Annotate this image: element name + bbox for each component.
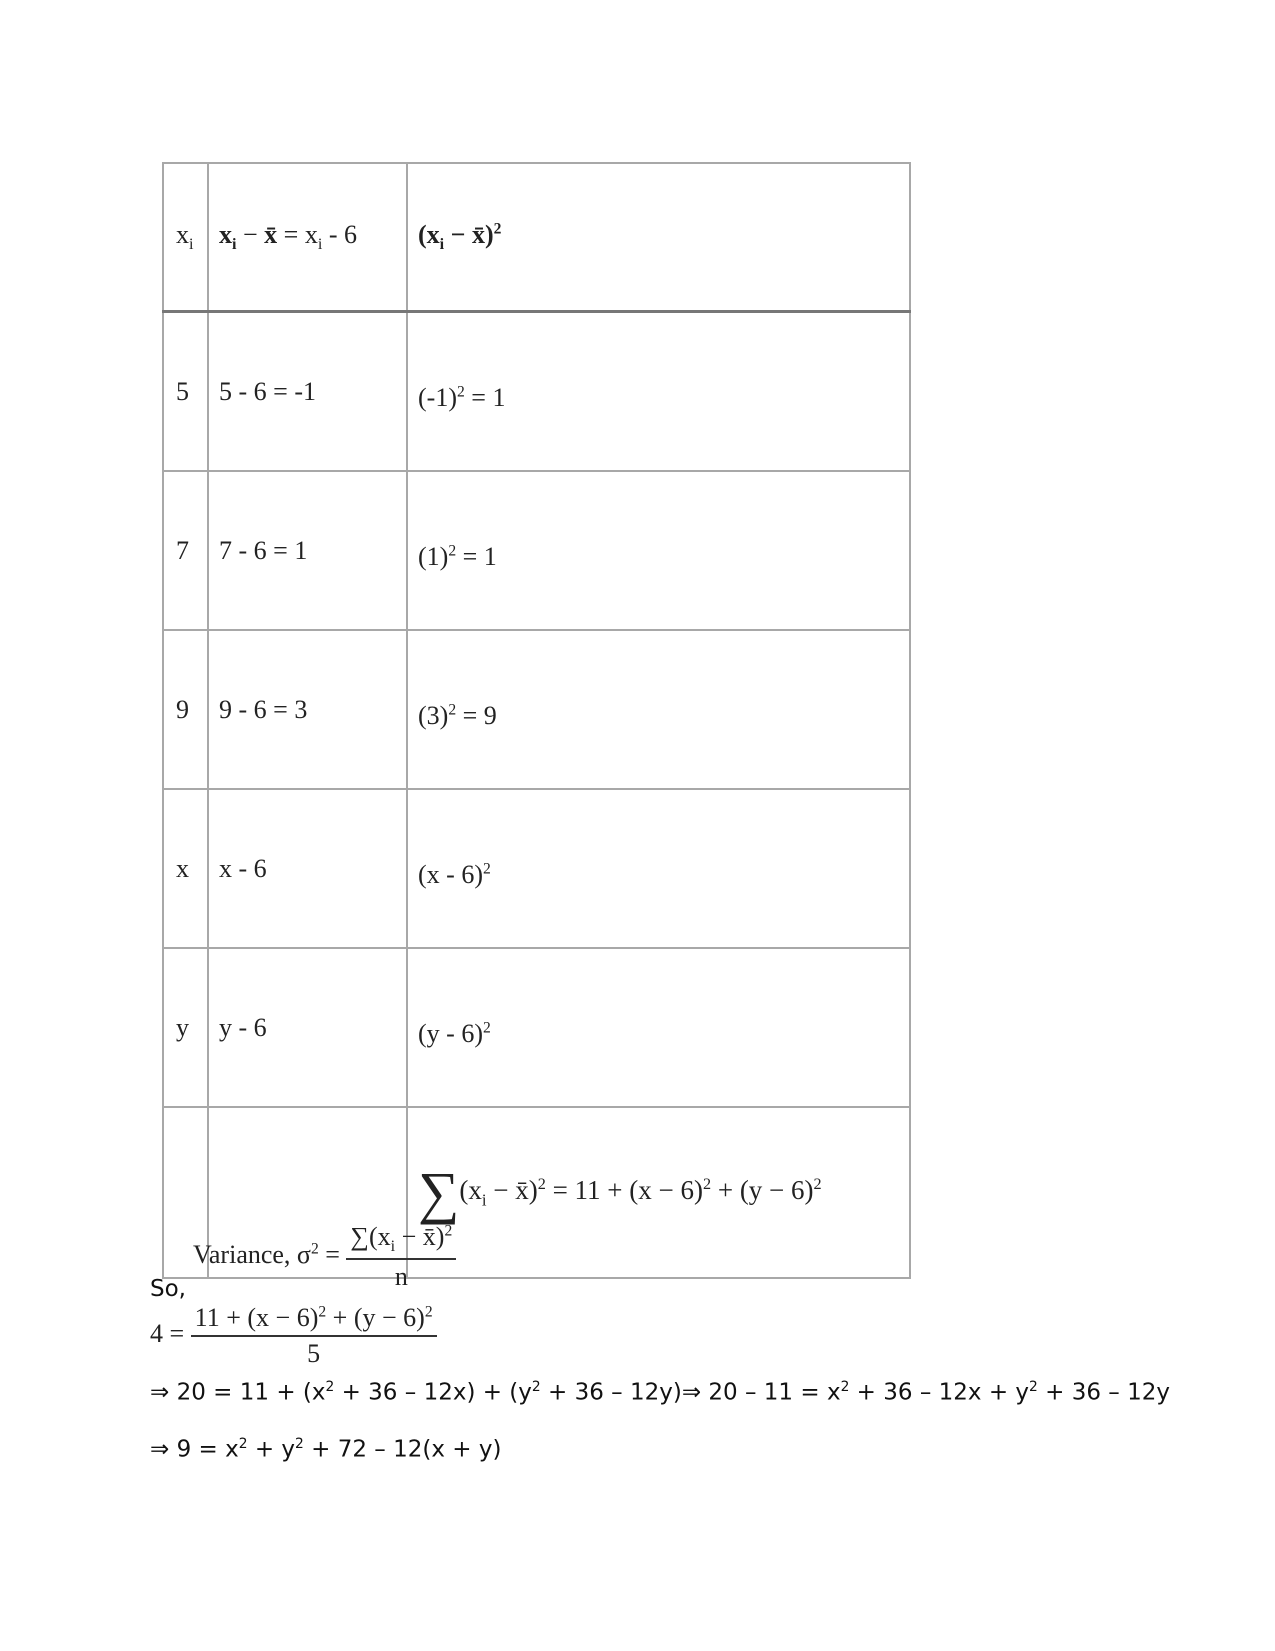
sq-base: (y - 6) <box>418 1018 483 1048</box>
so-label: So, <box>150 1276 186 1302</box>
step1-numerator: $11 + (x - 6)^2 + (y - 6)^2$ <box>191 1303 437 1337</box>
step1-formula: 4 = $\frac{11 + (x - 6)^2 + (y - 6)^2}{5}$ <box>150 1303 437 1369</box>
table-row <box>163 948 910 1107</box>
step1-lhs: 4 <box>150 1318 163 1348</box>
variance-fraction <box>346 1222 456 1292</box>
sq-base: (x - 6) <box>418 859 483 889</box>
cell-deviation: 7 - 6 = 1 <box>208 471 407 630</box>
variance-lhs: Variance, $\sigma^2$ <box>193 1240 319 1270</box>
sq-base: (3) <box>418 700 449 730</box>
header-deviation: $x_i$ − x̄ = $x_i - 6$ <box>208 163 407 312</box>
step2-equation: ⇒ $20 = 11 + (x^2 + 36 - 12x) + (y^2 + 36$ – 12y)⇒ $20 - 11 = x^2 + 36 - 12x + y^2 + 36 - 12y$ <box>150 1379 1170 1406</box>
table-row <box>163 789 910 948</box>
step1-denominator: 5 <box>307 1339 321 1368</box>
cell-deviation: x - 6 <box>208 789 407 948</box>
cell-squared: $(3)^2 = 9$ <box>407 630 910 789</box>
cell-deviation: y - 6 <box>208 948 407 1107</box>
cell-deviation: 9 - 6 = 3 <box>208 630 407 789</box>
sq-base: (-1) <box>418 382 457 412</box>
table-row <box>163 630 910 789</box>
cell-xi: x <box>163 789 208 948</box>
header-xi: $x_i$ <box>163 163 208 312</box>
cell-squared: $(-1)^2 = 1$ <box>407 312 910 472</box>
table-row <box>163 471 910 630</box>
sq-result: = 1 <box>464 382 506 412</box>
table-header-row <box>163 163 910 312</box>
cell-xi: 7 <box>163 471 208 630</box>
variance-denominator: n <box>394 1262 408 1292</box>
header-squared-deviation: ($x_i$ − x̄)$^2$ <box>407 163 910 312</box>
cell-squared: (y - 6)$^2$ <box>407 948 910 1107</box>
sq-base: (1) <box>418 541 449 571</box>
variance-formula: Variance, $\sigma^2$ = $\frac{\sum(x_i - x̄)^2}{n}$ <box>193 1222 456 1292</box>
cell-xi: y <box>163 948 208 1107</box>
sq-result: = 9 <box>456 700 497 730</box>
cell-xi: 5 <box>163 312 208 472</box>
table-row <box>163 312 910 472</box>
sq-result: = 1 <box>456 541 497 571</box>
cell-squared: (x - 6)$^2$ <box>407 789 910 948</box>
cell-xi: 9 <box>163 630 208 789</box>
deviation-table <box>162 162 911 1279</box>
cell-deviation: 5 - 6 = -1 <box>208 312 407 472</box>
cell-sum-formula: $\sum(x_i$ − x̄)$^2$ = $11 + (x - 6)^2 + (y - 6)^2$ <box>407 1107 910 1278</box>
variance-numerator: $\sum(x_i$ − x̄)$^2$ <box>346 1222 456 1260</box>
step3-equation: ⇒ $9 = x^2 + y^2 + 72 - 12(x + y)$ <box>150 1436 502 1463</box>
step1-fraction <box>191 1303 437 1369</box>
sigma-icon: ∑ <box>418 1159 460 1225</box>
cell-squared: $(1)^2 = 1$ <box>407 471 910 630</box>
